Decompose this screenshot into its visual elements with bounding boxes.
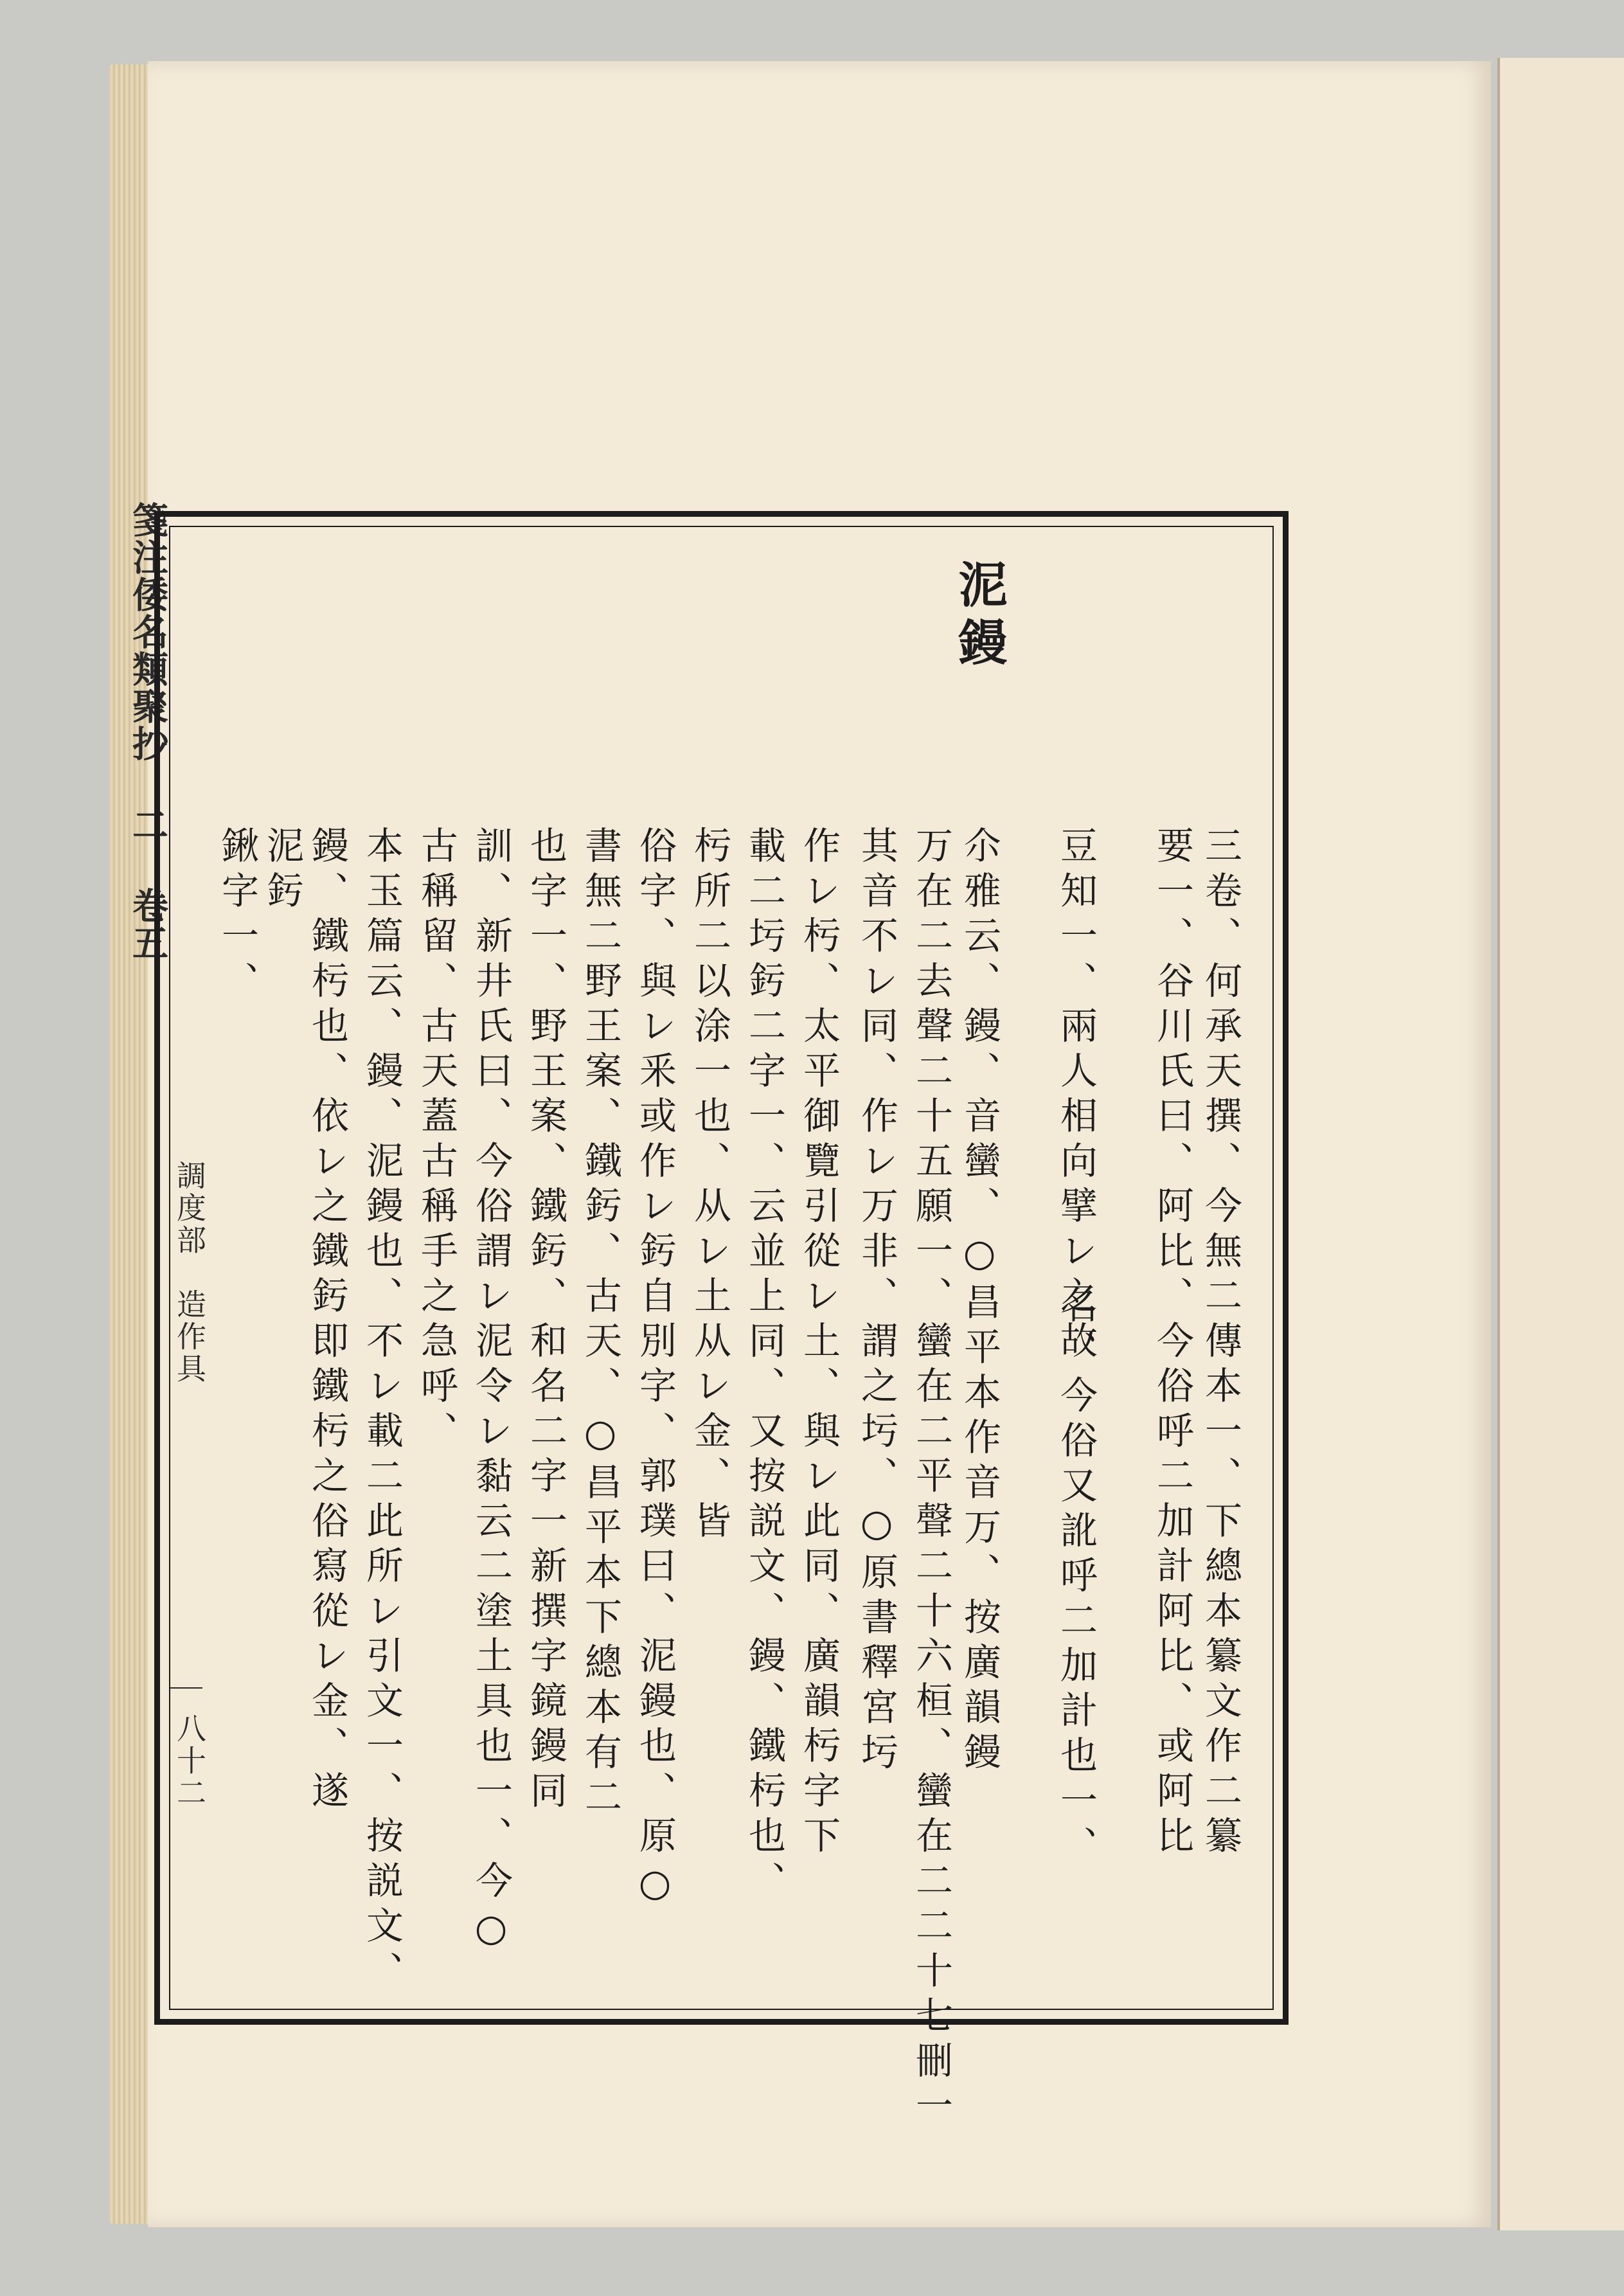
entry-text-column: 尒雅云、鏝、音蠻、○昌平本作音万、按廣韻鏝 [958, 826, 1001, 1777]
margin-page-number: 八十二 [172, 1713, 207, 1809]
entry-text-column: 作レ杇、太平御覽引從レ土、與レ此同、廣韻杇字下 [797, 826, 841, 1861]
entry-text-column: 要一、谷川氏曰、阿比、今俗呼二加計阿比、或阿比 [1150, 826, 1194, 1861]
margin-book-title: 箋注倭名類聚抄 二 卷五 [127, 501, 169, 962]
entry-text-column: 古稱留、古天蓋古稱手之急呼、 [415, 826, 458, 1456]
entry-text-column: 本玉篇云、鏝、泥鏝也、不レ載二此所レ引文一、按説文、 [360, 826, 404, 1996]
entry-text-column: 三卷、何承天撰、今無二傳本一、下總本纂文作二纂 [1199, 826, 1242, 1861]
entry-text-column: 書無二野王案、鐵釫、古天、○昌平本下總本有二 [578, 826, 622, 1822]
entry-text-column: 鍬字一、 [215, 826, 259, 1006]
entry-text-column: 俗字、與レ釆或作レ釫自別字、郭璞曰、泥鏝也、原○ [633, 826, 677, 1912]
entry-text-column: 名、今俗又訛呼二加計也一、 [1054, 1286, 1098, 1870]
entry-text-column: 載二圬釫二字一、云並上同、又按説文、鏝、鐵杇也、 [742, 826, 786, 1906]
entry-text-column: 豆知一、兩人相向擘レ之故 [1054, 826, 1098, 1366]
entry-text-column: 其音不レ同、作レ万非、謂之圬、○原書釋宮圬 [855, 826, 898, 1777]
margin-category: 調度部 造作具 [172, 1160, 207, 1385]
entry-text-column: 鏝、鐵杇也、依レ之鐵釫即鐵杇之俗寫從レ金、遂 [305, 826, 349, 1816]
entry-text-column: 泥釫 [260, 826, 304, 916]
facing-page [1497, 58, 1624, 2230]
entry-heading: 泥鏝 [950, 559, 1008, 675]
entry-text-column: 也字一、野王案、鐵釫、和名二字一新撰字鏡鏝同 [524, 826, 567, 1816]
entry-text-column: 杇所二以涂一也、从レ土从レ金、皆 [688, 826, 731, 1546]
entry-text-column: 訓、新井氏曰、今俗謂レ泥令レ黏云二塗土具也一、今○ [469, 826, 513, 1957]
entry-text-column: 万在二去聲二十五願一、蠻在二平聲二十六桓、蠻在二二十七刪一 [909, 826, 953, 2131]
